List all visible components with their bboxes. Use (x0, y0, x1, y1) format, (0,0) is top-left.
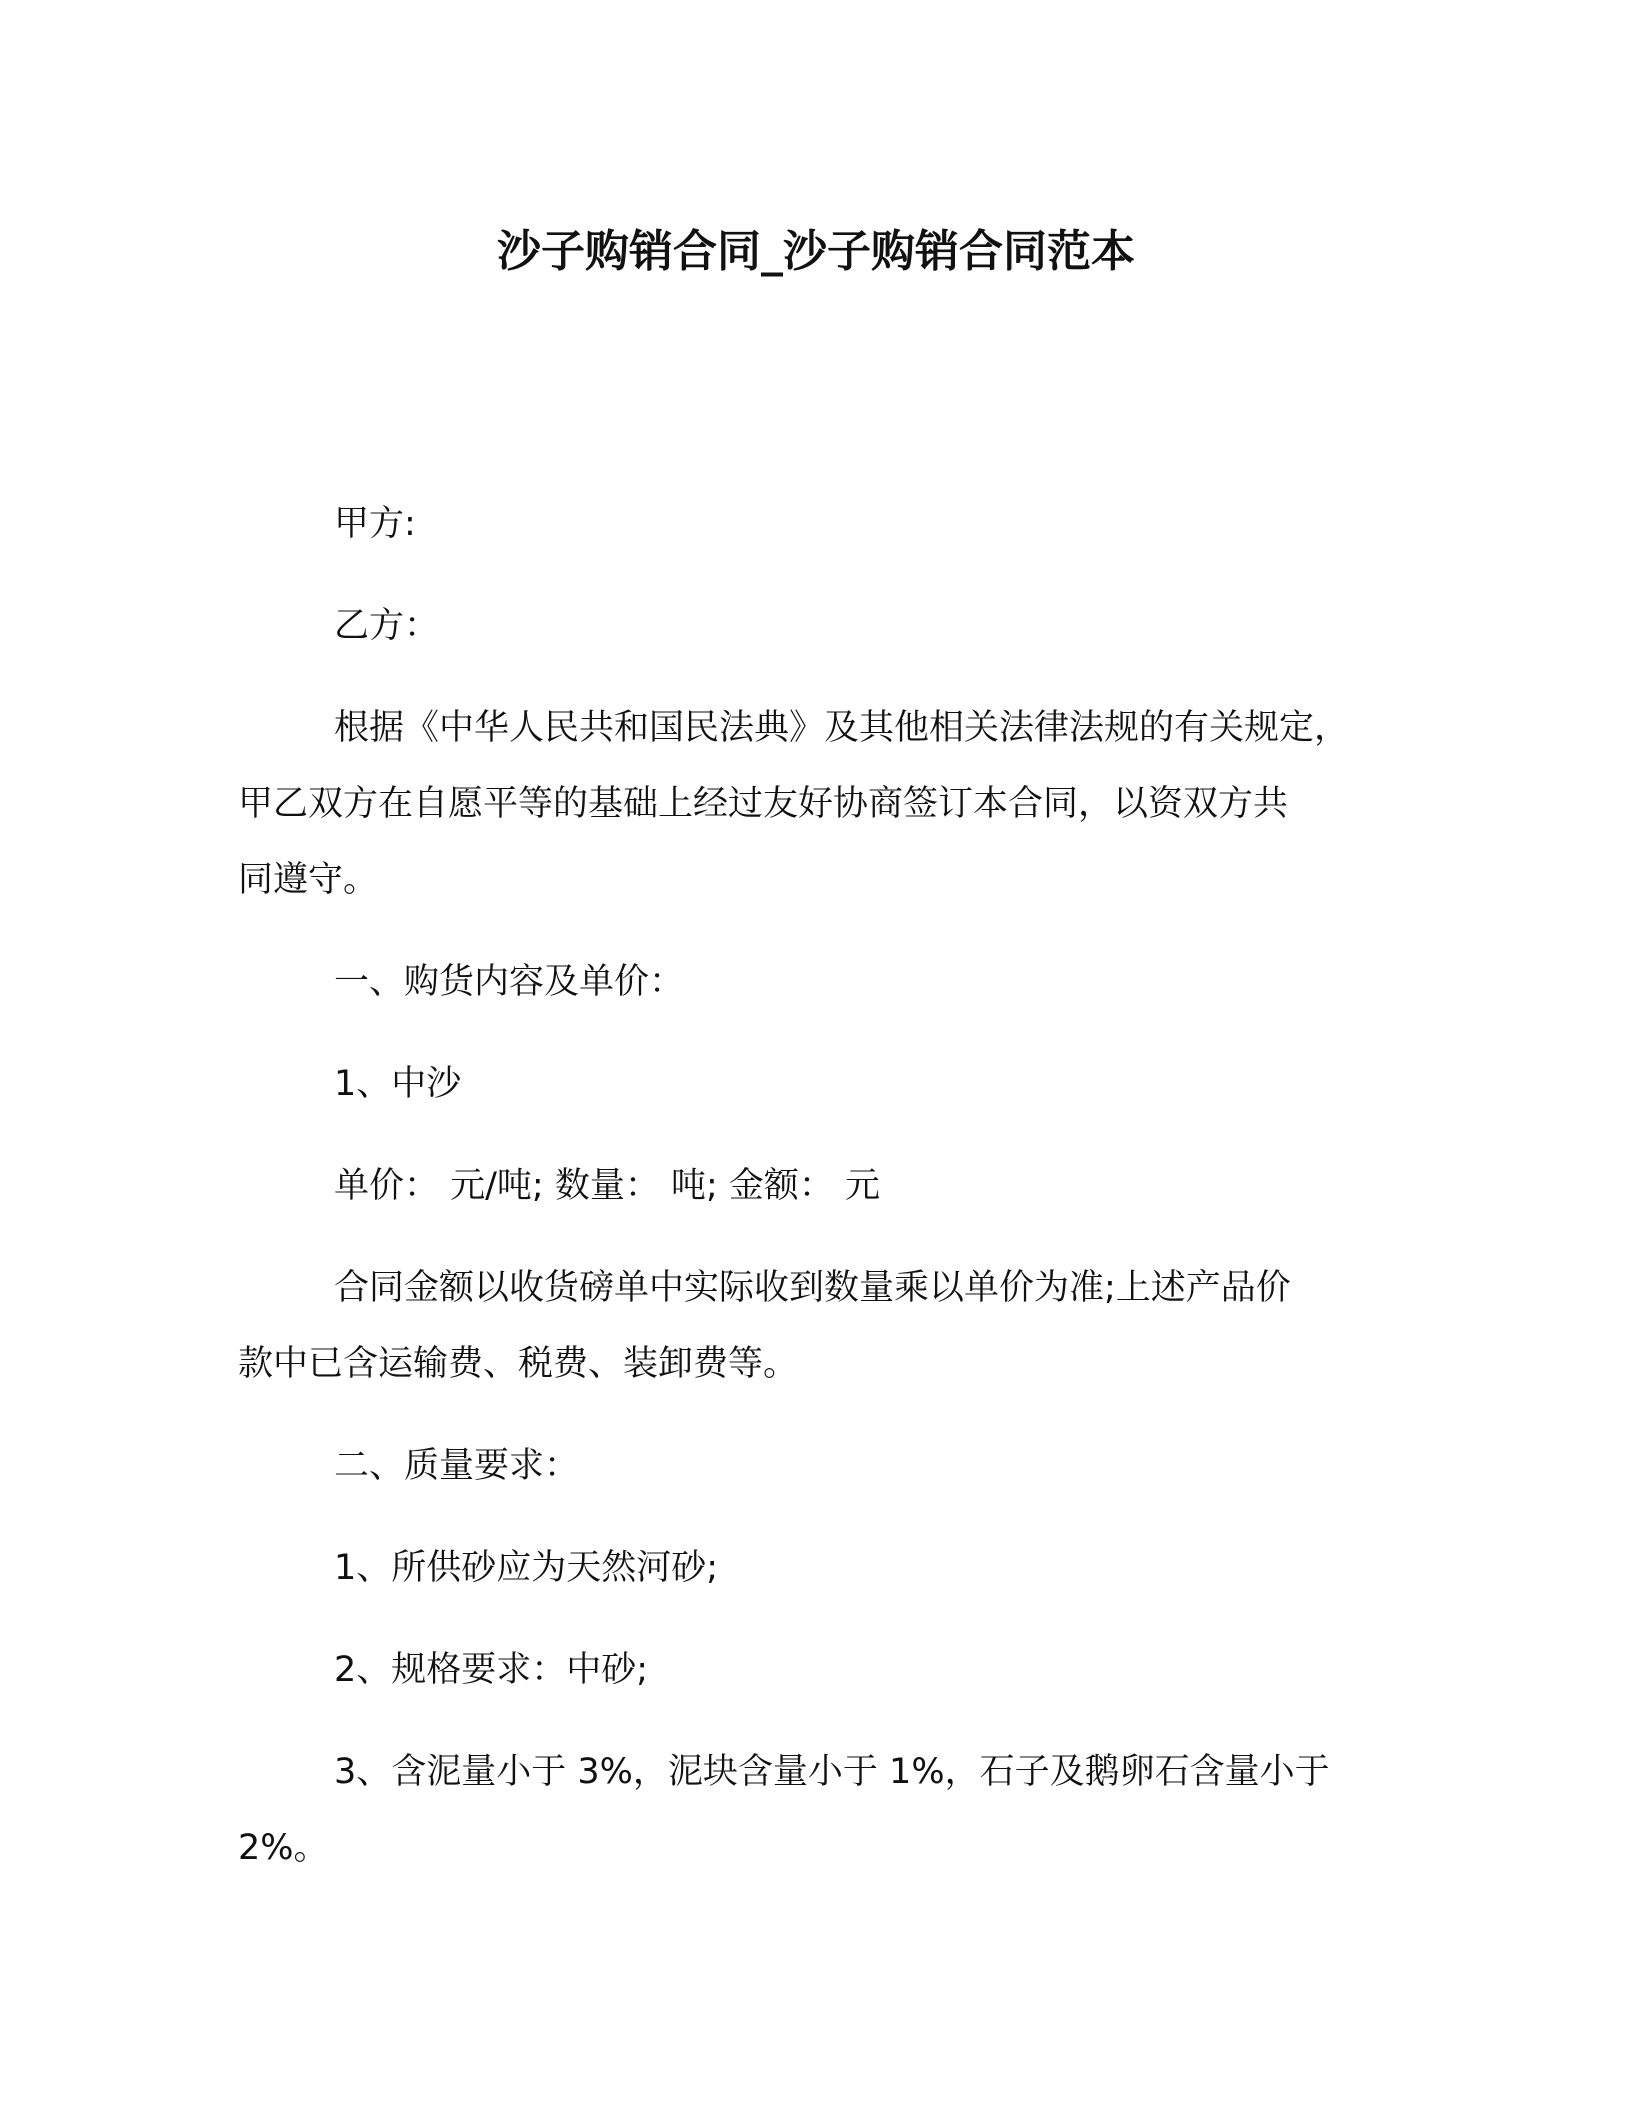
amount-note-line-1: 合同金额以收货磅单中实际收到数量乘以单价为准;上述产品价 (334, 1268, 1291, 1308)
amount-note-line-2: 款中已含运输费、税费、装卸费等。 (238, 1344, 799, 1384)
intro-line-3: 同遵守。 (238, 860, 379, 900)
quality-item-2: 2、规格要求：中砂; (334, 1650, 649, 1690)
party-a-label: 甲方: (334, 504, 416, 544)
section-1-heading: 一、购货内容及单价： (334, 962, 685, 1002)
item-1-name: 1、中沙 (334, 1064, 462, 1104)
quality-item-3-line-2: 2%。 (238, 1828, 329, 1868)
item-1-price-line: 单价： 元/吨; 数量： 吨; 金额： 元 (334, 1166, 881, 1206)
party-b-label: 乙方： (334, 606, 440, 646)
section-2-heading: 二、质量要求： (334, 1446, 580, 1486)
intro-line-2: 甲乙双方在自愿平等的基础上经过友好协商签订本合同，以资双方共 (238, 784, 1289, 824)
document-title: 沙子购销合同_沙子购销合同范本 (497, 226, 1135, 277)
quality-item-3-line-1: 3、含泥量小于 3%，泥块含量小于 1%，石子及鹅卵石含量小于 (334, 1752, 1330, 1792)
quality-item-1: 1、所供砂应为天然河砂; (334, 1548, 719, 1588)
intro-line-1: 根据《中华人民共和国民法典》及其他相关法律法规的有关规定， (334, 708, 1350, 748)
